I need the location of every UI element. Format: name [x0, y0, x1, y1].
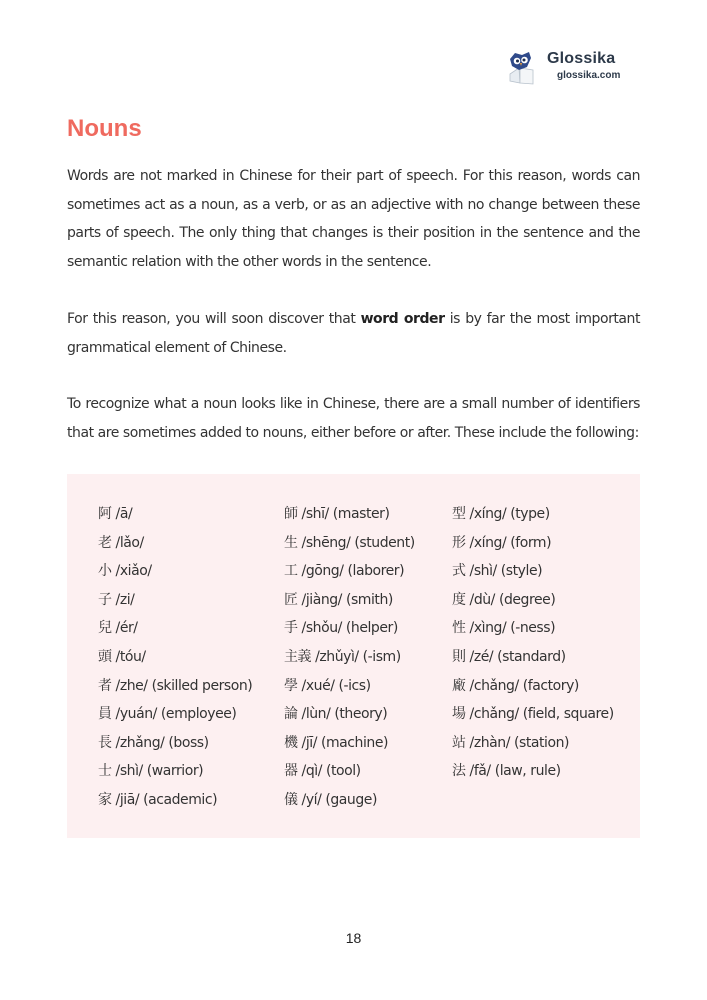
vocab-item: 小 /xiǎo/: [98, 563, 152, 580]
owl-logo-icon: [505, 50, 543, 86]
vocab-item: 生 /shēng/ (student): [284, 534, 415, 551]
vocab-item: 者 /zhe/ (skilled person): [98, 677, 253, 694]
vocab-item: 家 /jiā/ (academic): [98, 791, 218, 808]
vocab-item: 廠 /chǎng/ (factory): [452, 677, 579, 694]
brand-url: glossika.com: [557, 70, 621, 81]
vocab-item: 性 /xìng/ (-ness): [452, 620, 556, 637]
vocab-item: 員 /yuán/ (employee): [98, 706, 237, 723]
vocab-item: 匠 /jiàng/ (smith): [284, 591, 393, 608]
vocab-item: 形 /xíng/ (form): [452, 534, 552, 551]
vocab-item: 型 /xíng/ (type): [452, 506, 550, 522]
vocab-item: 手 /shǒu/ (helper): [284, 620, 398, 637]
vocab-item: 站 /zhàn/ (station): [452, 734, 570, 751]
vocab-item: 主義 /zhǔyì/ (-ism): [284, 648, 401, 665]
vocab-item: 士 /shì/ (warrior): [98, 763, 204, 780]
vocab-item: 場 /chǎng/ (field, square): [452, 706, 614, 723]
vocab-item: 法 /fǎ/ (law, rule): [452, 763, 561, 780]
p2-bold-term: word order: [360, 311, 445, 327]
vocab-item: 工 /gōng/ (laborer): [284, 563, 405, 580]
vocab-item: 兒 /ér/: [98, 620, 138, 637]
noun-identifiers-box: [67, 474, 640, 838]
brand-name: Glossika: [547, 50, 616, 67]
word-order-paragraph: [67, 305, 640, 362]
vocab-item: 長 /zhǎng/ (boss): [98, 734, 209, 751]
vocab-item: 儀 /yí/ (gauge): [284, 791, 377, 808]
vocab-item: 阿 /ā/: [98, 506, 133, 522]
vocab-item: 機 /jī/ (machine): [284, 734, 389, 751]
vocab-item: 度 /dù/ (degree): [452, 591, 556, 608]
identifiers-paragraph: To recognize what a noun looks like in Chinese, there are a small number of identifiers that are sometimes added to nouns, either before or after. These include the following:: [67, 396, 640, 441]
p2-text-before: For this reason, you will soon discover that: [67, 311, 361, 327]
page-number: 18: [345, 930, 362, 946]
vocab-item: 論 /lùn/ (theory): [284, 706, 388, 723]
vocab-column-1: [98, 500, 252, 815]
glossika-logo: [505, 48, 645, 88]
vocab-item: 子 /zi/: [98, 591, 135, 608]
vocab-column-2: [284, 500, 415, 815]
vocab-column-3: [452, 500, 614, 786]
vocab-item: 學 /xué/ (-ics): [284, 677, 371, 694]
intro-paragraph: Words are not marked in Chinese for their part of speech. For this reason, words can sometimes act as a noun, as a verb, or as an adjective with no change between these parts of speech. The only thing that changes is their position in the sentence and the semantic relation with the other words in the sentence.: [67, 168, 640, 270]
page-title: Nouns: [67, 115, 142, 142]
vocab-item: 師 /shī/ (master): [284, 506, 390, 522]
vocab-item: 器 /qì/ (tool): [284, 763, 361, 780]
vocab-item: 式 /shì/ (style): [452, 563, 543, 580]
vocab-item: 老 /lǎo/: [98, 534, 144, 551]
p2-text-after: is by far the most important grammatical element of Chinese.: [67, 311, 641, 356]
vocab-item: 則 /zé/ (standard): [452, 648, 566, 665]
vocab-item: 頭 /tóu/: [98, 648, 146, 665]
